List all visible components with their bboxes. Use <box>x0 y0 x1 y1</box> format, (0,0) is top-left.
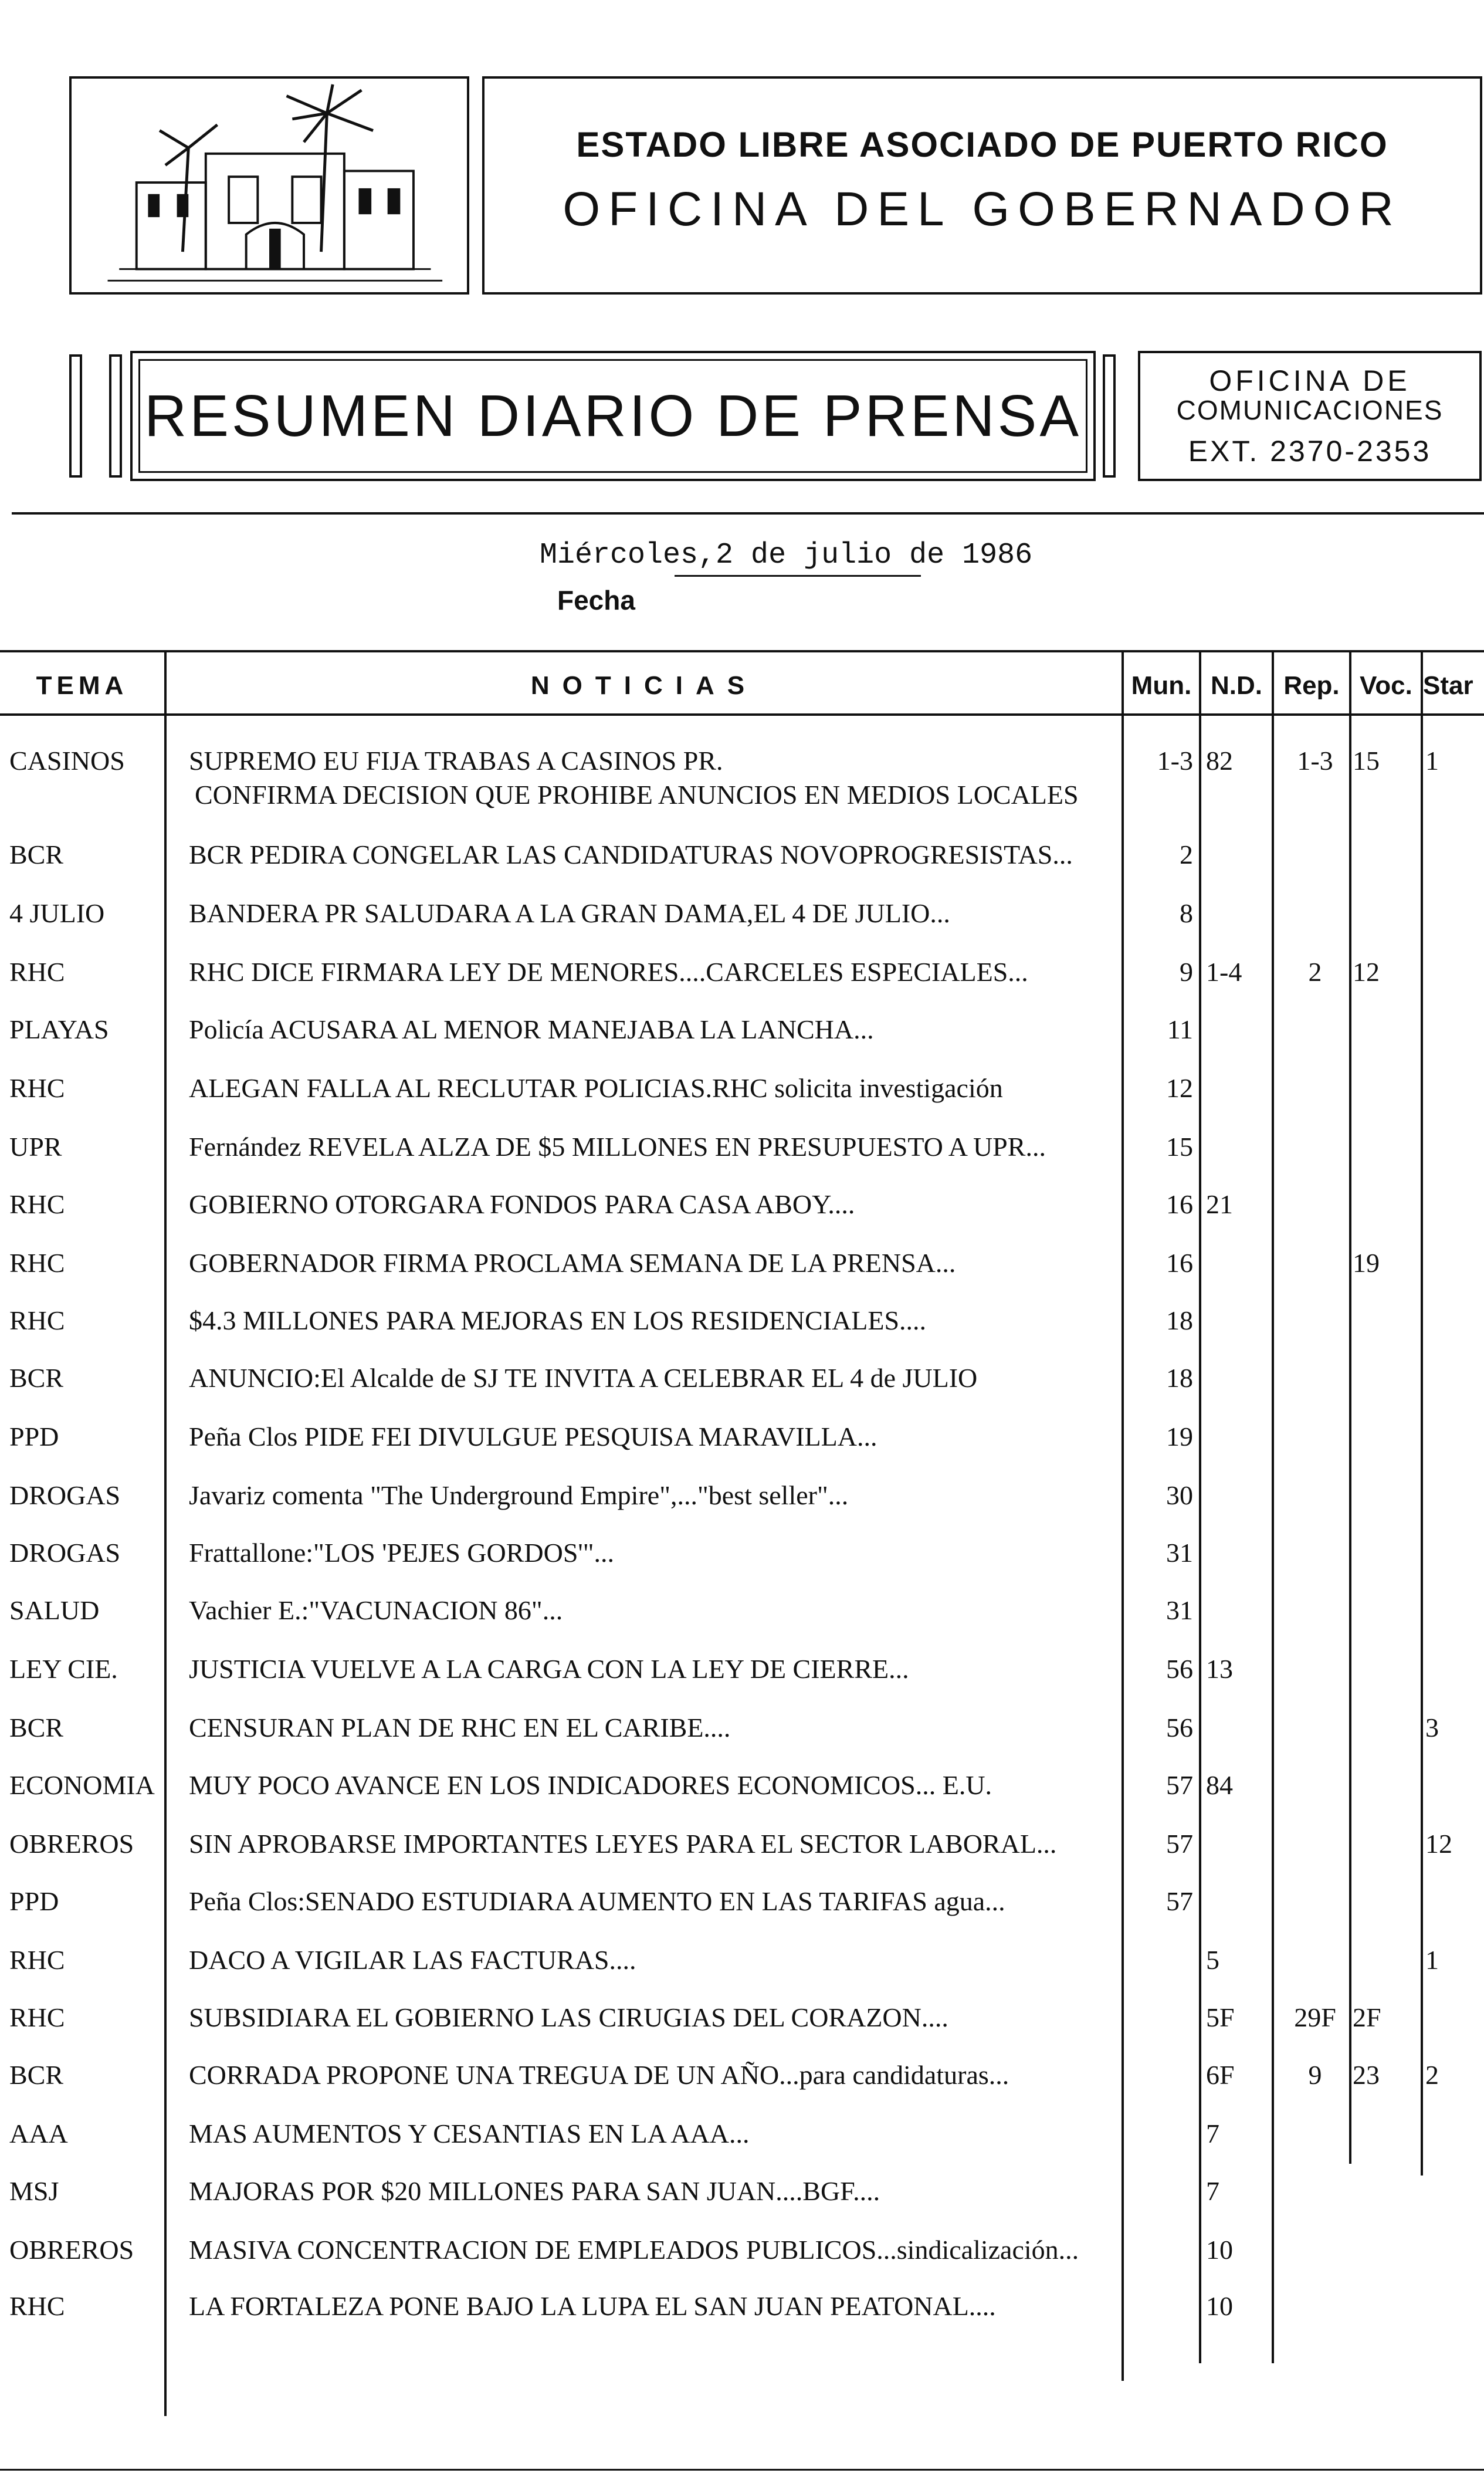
table-row <box>0 1480 1484 1538</box>
table-row <box>0 745 1484 810</box>
row-mun-page: 57 <box>1166 1770 1193 1800</box>
table-row <box>0 2234 1484 2293</box>
fortaleza-illustration <box>72 79 467 292</box>
row-headline: SUBSIDIARA EL GOBIERNO LAS CIRUGIAS DEL CORAZON.... <box>189 2002 948 2032</box>
row-headline: Peña Clos:SENADO ESTUDIARA AUMENTO EN LAS TARIFAS agua... <box>189 1886 1005 1916</box>
decorative-bar <box>109 354 122 478</box>
page-bottom-rule <box>0 2469 1484 2471</box>
row-mun-page: 56 <box>1166 1713 1193 1743</box>
table-row <box>0 956 1484 1015</box>
row-tema: RHC <box>9 2002 65 2032</box>
row-headline: DACO A VIGILAR LAS FACTURAS.... <box>189 1945 636 1975</box>
date-underline <box>675 575 921 577</box>
row-headline: GOBERNADOR FIRMA PROCLAMA SEMANA DE LA PRENSA... <box>189 1248 956 1278</box>
table-row <box>0 898 1484 956</box>
header-noticias: NOTICIAS <box>530 671 758 700</box>
table-row <box>0 1944 1484 2003</box>
row-mun-page: 57 <box>1166 1886 1193 1916</box>
row-nd-page: 7 <box>1206 2176 1219 2206</box>
report-title: RESUMEN DIARIO DE PRENSA <box>144 383 1082 449</box>
row-mun-page: 18 <box>1166 1305 1193 1335</box>
table-row <box>0 1072 1484 1131</box>
row-headline: Policía ACUSARA AL MENOR MANEJABA LA LANCHA... <box>189 1014 874 1044</box>
row-mun-page: 1-3 <box>1157 746 1193 776</box>
row-tema: PPD <box>9 1422 59 1452</box>
row-tema: PLAYAS <box>9 1014 109 1044</box>
row-rep-page: 29F <box>1294 2002 1336 2032</box>
row-headline: ALEGAN FALLA AL RECLUTAR POLICIAS.RHC solicita investigación <box>189 1073 1003 1103</box>
row-tema: RHC <box>9 1945 65 1975</box>
row-rep-page: 1-3 <box>1297 746 1333 776</box>
row-nd-page: 21 <box>1206 1189 1233 1219</box>
table-row <box>0 1653 1484 1712</box>
row-headline: Peña Clos PIDE FEI DIVULGUE PESQUISA MARAVILLA... <box>189 1422 877 1452</box>
row-tema: BCR <box>9 1713 64 1743</box>
row-tema: LEY CIE. <box>9 1654 118 1684</box>
row-star-page: 2 <box>1425 2060 1439 2090</box>
row-headline: Fernández REVELA ALZA DE $5 MILLONES EN PRESUPUESTO A UPR... <box>189 1132 1046 1162</box>
row-mun-page: 56 <box>1166 1654 1193 1684</box>
row-mun-page: 2 <box>1180 840 1193 869</box>
table-header-rule <box>0 713 1484 716</box>
row-headline: BANDERA PR SALUDARA A LA GRAN DAMA,EL 4 DE JULIO... <box>189 898 950 928</box>
row-tema: DROGAS <box>9 1538 121 1568</box>
header-divider <box>12 512 1484 515</box>
row-star-page: 1 <box>1425 746 1439 776</box>
header-tema: TEMA <box>36 671 128 700</box>
decorative-bar <box>1103 354 1116 478</box>
row-tema: RHC <box>9 1073 65 1103</box>
fortaleza-logo <box>69 76 469 295</box>
table-row <box>0 2002 1484 2061</box>
contact-department: COMUNICACIONES <box>1176 395 1444 425</box>
row-tema: CASINOS <box>9 746 125 776</box>
row-headline: BCR PEDIRA CONGELAR LAS CANDIDATURAS NOVOPROGRESISTAS... <box>189 840 1073 869</box>
header-voc: Voc. <box>1360 671 1412 700</box>
row-star-page: 1 <box>1425 1945 1439 1975</box>
row-tema: UPR <box>9 1132 62 1162</box>
report-date: Miércoles,2 de julio de 1986 <box>540 539 1033 572</box>
row-nd-page: 84 <box>1206 1770 1233 1800</box>
row-headline: Frattallone:"LOS 'PEJES GORDOS'"... <box>189 1538 614 1568</box>
row-mun-page: 12 <box>1166 1073 1193 1103</box>
row-star-page: 3 <box>1425 1713 1439 1743</box>
row-mun-page: 31 <box>1166 1538 1193 1568</box>
table-row <box>0 1247 1484 1306</box>
row-nd-page: 10 <box>1206 2235 1233 2265</box>
row-headline: LA FORTALEZA PONE BAJO LA LUPA EL SAN JUAN PEATONAL.... <box>189 2291 996 2321</box>
table-row <box>0 1770 1484 1828</box>
row-tema: 4 JULIO <box>9 898 105 928</box>
row-tema: RHC <box>9 1189 65 1219</box>
row-nd-page: 5 <box>1206 1945 1219 1975</box>
row-nd-page: 1-4 <box>1206 957 1242 987</box>
row-tema: OBREROS <box>9 1829 134 1859</box>
table-row <box>0 2290 1484 2349</box>
table-row <box>0 1131 1484 1190</box>
row-voc-page: 12 <box>1353 957 1380 987</box>
row-headline: Vachier E.:"VACUNACION 86"... <box>189 1595 563 1625</box>
row-tema: BCR <box>9 840 64 869</box>
row-mun-page: 11 <box>1167 1014 1193 1044</box>
row-nd-page: 10 <box>1206 2291 1233 2321</box>
table-row <box>0 839 1484 898</box>
table-top-rule <box>0 650 1484 652</box>
table-row <box>0 1305 1484 1364</box>
header-nd: N.D. <box>1211 671 1262 700</box>
table-row <box>0 1828 1484 1887</box>
row-rep-page: 9 <box>1308 2060 1322 2090</box>
table-row <box>0 1014 1484 1072</box>
table-row <box>0 1886 1484 1944</box>
row-headline: Javariz comenta "The Underground Empire",..."best seller"... <box>189 1480 849 1510</box>
row-mun-page: 19 <box>1166 1422 1193 1452</box>
table-row <box>0 1595 1484 1653</box>
row-headline: ANUNCIO:El Alcalde de SJ TE INVITA A CELEBRAR EL 4 de JULIO <box>189 1363 978 1393</box>
row-headline: MAJORAS POR $20 MILLONES PARA SAN JUAN....BGF.... <box>189 2176 880 2206</box>
row-tema: BCR <box>9 1363 64 1393</box>
contact-office: OFICINA DE <box>1209 364 1411 397</box>
contact-extension: EXT. 2370-2353 <box>1188 435 1432 468</box>
decorative-bar <box>69 354 82 478</box>
header-rep: Rep. <box>1283 671 1340 700</box>
row-star-page: 12 <box>1425 1829 1452 1859</box>
row-voc-page: 2F <box>1353 2002 1381 2032</box>
row-tema: AAA <box>9 2119 68 2149</box>
row-mun-page: 18 <box>1166 1363 1193 1393</box>
table-row <box>0 1362 1484 1421</box>
table-row <box>0 1712 1484 1771</box>
row-subheadline: CONFIRMA DECISION QUE PROHIBE ANUNCIOS EN MEDIOS LOCALES <box>195 780 1079 810</box>
row-headline: $4.3 MILLONES PARA MEJORAS EN LOS RESIDENCIALES.... <box>189 1305 927 1335</box>
row-nd-page: 6F <box>1206 2060 1235 2090</box>
row-voc-page: 23 <box>1353 2060 1380 2090</box>
table-row <box>0 1189 1484 1247</box>
row-tema: SALUD <box>9 1595 100 1625</box>
row-voc-page: 15 <box>1353 746 1380 776</box>
table-row <box>0 1421 1484 1480</box>
row-mun-page: 31 <box>1166 1595 1193 1625</box>
row-mun-page: 8 <box>1180 898 1193 928</box>
row-nd-page: 82 <box>1206 746 1233 776</box>
row-nd-page: 13 <box>1206 1654 1233 1684</box>
row-tema: BCR <box>9 2060 64 2090</box>
row-mun-page: 15 <box>1166 1132 1193 1162</box>
table-row <box>0 2176 1484 2234</box>
row-tema: RHC <box>9 2291 65 2321</box>
row-mun-page: 16 <box>1166 1189 1193 1219</box>
row-headline: CENSURAN PLAN DE RHC EN EL CARIBE.... <box>189 1713 731 1743</box>
contact-box <box>1138 351 1482 481</box>
office-header <box>482 76 1482 295</box>
row-tema: PPD <box>9 1886 59 1916</box>
header-star: Star <box>1423 671 1473 700</box>
row-mun-page: 30 <box>1166 1480 1193 1510</box>
state-name: ESTADO LIBRE ASOCIADO DE PUERTO RICO <box>576 125 1388 164</box>
date-label: Fecha <box>557 585 635 615</box>
row-nd-page: 5F <box>1206 2002 1235 2032</box>
row-voc-page: 19 <box>1353 1248 1380 1278</box>
row-headline: RHC DICE FIRMARA LEY DE MENORES....CARCELES ESPECIALES... <box>189 957 1028 987</box>
row-headline: SIN APROBARSE IMPORTANTES LEYES PARA EL SECTOR LABORAL... <box>189 1829 1057 1859</box>
row-headline: MAS AUMENTOS Y CESANTIAS EN LA AAA... <box>189 2119 750 2149</box>
row-headline: CORRADA PROPONE UNA TREGUA DE UN AÑO...para candidaturas... <box>189 2060 1009 2090</box>
report-title-box <box>130 351 1096 481</box>
row-mun-page: 57 <box>1166 1829 1193 1859</box>
table-row <box>0 2118 1484 2177</box>
row-headline: SUPREMO EU FIJA TRABAS A CASINOS PR. <box>189 746 723 776</box>
row-mun-page: 9 <box>1180 957 1193 987</box>
row-headline: JUSTICIA VUELVE A LA CARGA CON LA LEY DE CIERRE... <box>189 1654 909 1684</box>
row-rep-page: 2 <box>1308 957 1322 987</box>
row-tema: OBREROS <box>9 2235 134 2265</box>
row-tema: MSJ <box>9 2176 59 2206</box>
row-headline: MASIVA CONCENTRACION DE EMPLEADOS PUBLICOS...sindicalización... <box>189 2235 1079 2265</box>
table-row <box>0 2059 1484 2118</box>
row-nd-page: 7 <box>1206 2119 1219 2149</box>
row-headline: GOBIERNO OTORGARA FONDOS PARA CASA ABOY.... <box>189 1189 855 1219</box>
row-tema: ECONOMIA <box>9 1770 155 1800</box>
row-tema: DROGAS <box>9 1480 121 1510</box>
row-headline: MUY POCO AVANCE EN LOS INDICADORES ECONOMICOS... E.U. <box>189 1770 992 1800</box>
row-tema: RHC <box>9 1305 65 1335</box>
news-table <box>0 650 1484 2416</box>
row-mun-page: 16 <box>1166 1248 1193 1278</box>
header-mun: Mun. <box>1131 671 1192 700</box>
row-tema: RHC <box>9 1248 65 1278</box>
office-name: OFICINA DEL GOBERNADOR <box>563 182 1402 236</box>
row-tema: RHC <box>9 957 65 987</box>
table-row <box>0 1537 1484 1596</box>
